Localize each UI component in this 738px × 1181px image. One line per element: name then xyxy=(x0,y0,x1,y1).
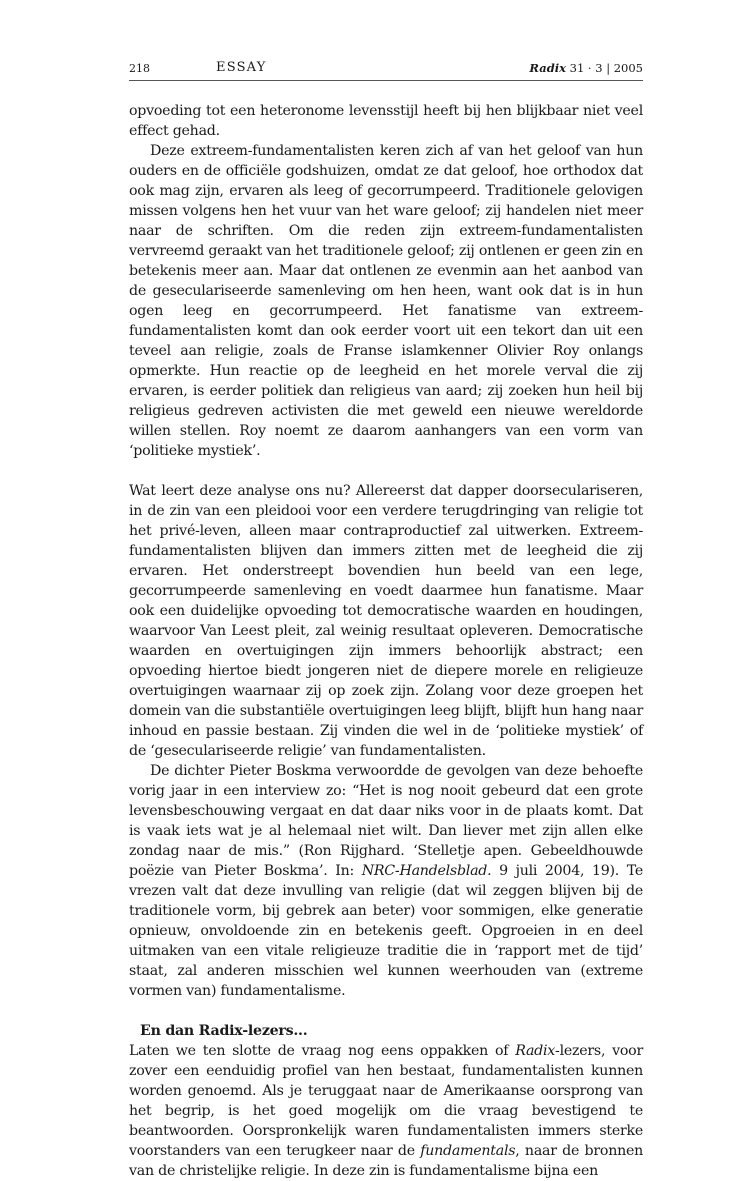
paragraph-extremists: Deze extreem-fundamentalisten keren zich af van het geloof van hun ouders en de officiële godshuizen, omdat ze dat geloof, hoe orthodox dat ook mag zijn, ervaren als leeg of gecorrumpeerd. Traditionele gelovigen missen volgens hen het vuur van het ware geloof; zij handelen niet meer naar de schriften. Om die reden zijn extreem-fundamentalisten vervreemd geraakt van het traditionele geloof; zij ontlenen er geen zin en betekenis meer aan. Maar dat ontlenen ze evenmin aan het aanbod van de geseculariseerde samenleving om hen heen, want ook dat is in hun ogen leeg en gecorrumpeerd. Het fanatisme van extreem-fundamentalisten komt dan ook eerder voort uit een tekort dan uit een teveel aan religie, zoals de Franse islamkenner Olivier Roy onlangs opmerkte. Hun reactie op de leegheid en het morele verval die zij ervaren, is eerder politiek dan religieus van aard; zij zoeken hun heil bij religieus gedreven activisten die met geweld een nieuwe wereldorde willen stellen. Roy noemt ze daarom aanhangers van een vorm van ‘politieke mystiek’. xyxy=(129,143,643,459)
paragraph-boskma xyxy=(129,761,643,1001)
section-title: ESSAY xyxy=(216,60,267,75)
journal-name: Radix xyxy=(529,61,566,75)
running-header xyxy=(129,60,643,81)
boskma-text-2: 9 juli 2004, 19). Te vrezen valt dat deze invulling van religie (dat wil zeggen blijven bij de traditionele vorm, bij gebrek aan beter) voor sommigen, elke generatie opnieuw, onvoldoende zin en betekenis geeft. Opgroeien in en deel uitmaken van een vitale religieuze traditie die in ‘rapport met de tijd’ staat, zal anderen misschien wel kunnen weerhouden van (extreme vormen van) fundamentalisme. xyxy=(129,863,643,999)
radix-name: Radix xyxy=(515,1043,556,1059)
article-body xyxy=(129,101,643,1181)
page-number: 218 xyxy=(129,62,150,75)
radix-text-1: Laten we ten slotte de vraag nog eens oppakken of xyxy=(129,1043,516,1059)
radix-text-3: , naar de bronnen van de christelijke religie. In deze zin is fundamentalisme bijna een xyxy=(129,1143,643,1179)
fundamentals-term: fundamentals xyxy=(420,1143,516,1159)
paragraph-continuation: opvoeding tot een heteronome levensstijl heeft bij hen blijkbaar niet veel effect gehad. xyxy=(129,103,643,139)
journal-issue: 31 · 3 | 2005 xyxy=(569,61,643,75)
boskma-text-1: De dichter Pieter Boskma verwoordde de gevolgen van deze behoefte vorig jaar in een interview zo: “Het is nog nooit gebeurd dat een grote levensbeschouwing vergaat en dat daar niks voor in de plaats komt. Dat is vaak iets wat je al helemaal niet wilt. Dan liever met zijn allen elke zondag naar de mis.” (Ron Rijghard. ‘Stelletje apen. Gebeeldhouwde poëzie van Pieter Boskma’. In: xyxy=(129,763,643,879)
citation-source: NRC-Handelsblad. xyxy=(361,863,492,879)
paragraph-analysis: Wat leert deze analyse ons nu? Allereerst dat dapper doorseculariseren, in de zin van een pleidooi voor een verdere terugdringing van religie tot het privé-leven, alleen maar contraproductief zal uitwerken. Extreem-fundamentalisten blijven dan immers zitten met de leegheid die zij ervaren. Het onderstreept bovendien hun beeld van een lege, gecorrumpeerde samenleving en voedt daarmee hun fanatisme. Maar ook een duidelijke opvoeding tot democratische waarden en houdingen, waarvoor Van Leest pleit, zal weinig resultaat opleveren. Democratische waarden en overtuigingen zijn immers behoorlijk abstract; een opvoeding hiertoe biedt jongeren niet de diepere morele en religieuze overtuigingen waarnaar zij op zoek zijn. Zolang voor deze groepen het domein van die substantiële overtuigingen leeg blijft, blijft hun hang naar inhoud en passie bestaan. Zij vinden die wel in de ‘politieke mystiek’ of de ‘geseculariseerde religie’ van fundamentalisten. xyxy=(129,483,643,759)
subheading: En dan Radix-lezers... xyxy=(140,1023,308,1039)
radix-text-2: -lezers, voor zover een eenduidig profiel van hen bestaat, fundamentalisten kunnen worden genoemd. Als je teruggaat naar de Amerikaanse oorsprong van het begrip, is het goed mogelijk om die vraag bevestigend te beantwoorden. Oorspronkelijk waren fundamentalisten immers sterke voorstanders van een terugkeer naar de xyxy=(129,1043,644,1159)
paragraph-radix-readers xyxy=(129,1041,643,1181)
journal-reference xyxy=(529,61,643,75)
